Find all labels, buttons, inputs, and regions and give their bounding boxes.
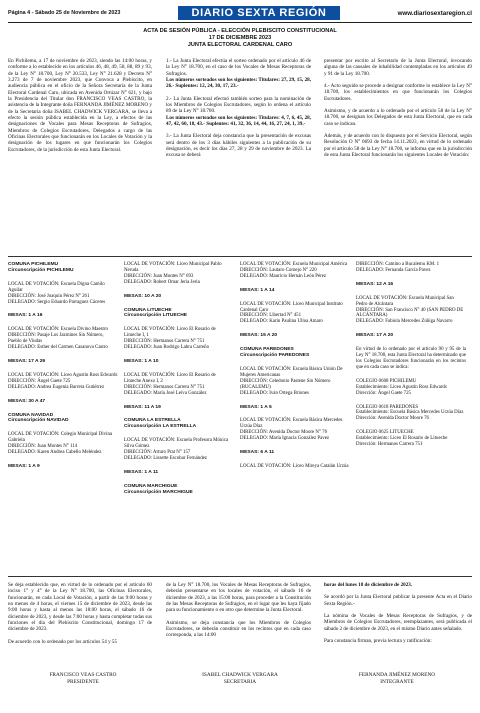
mesas-range: MESAS: 15 A 20	[240, 333, 278, 339]
listing-line: DELEGADO: Mauricio Hernán León Pérez	[240, 273, 327, 279]
listing-line: DIRECCIÓN: Camino a Bucalemu KM. 1	[356, 262, 440, 267]
listing-block	[8, 262, 118, 274]
signature-presidente	[8, 672, 158, 686]
listing-line: DELEGADO: María Ignacia González Pavez	[240, 436, 330, 442]
listing-block	[124, 405, 234, 411]
listing-line: DIRECCIÓN: Pasaje Los Jazmines Sin Número, Pueblo de Viudas	[8, 333, 104, 345]
listing-block	[8, 282, 118, 306]
listing-block	[240, 333, 350, 339]
listing-line: DELEGADO: María José Leiva González	[124, 390, 207, 396]
listing-block	[124, 308, 234, 320]
listing-block	[356, 333, 466, 339]
mesas-range: MESAS: 17 A 29	[8, 358, 46, 364]
listing-line: DIRECCIÓN: José Joaquín Pérez N° 261	[8, 293, 90, 299]
listing-line: DIRECCIÓN: Avenida Doctor Moore N° 76	[240, 430, 328, 436]
listing-block	[8, 464, 118, 470]
header-divider	[8, 22, 472, 23]
listing-line: LOCAL DE VOTACIÓN: Escuela Divino Maestro	[8, 327, 108, 333]
intro-column-2	[166, 58, 311, 165]
mesas-range: MESAS: 12 A 16	[356, 281, 394, 287]
listing-line: LOCAL DE VOTACIÓN: Escuela Básica Unión De Mujeres Americanas	[240, 366, 343, 378]
listing-line: LOCAL DE VOTACIÓN: Escuela Profesora Mónica Silva Gómez	[124, 438, 229, 450]
listing-line: Dirección: Avenida Doctor Moore 76	[356, 416, 429, 422]
excusas-continuacion: presentar por escrito al Secretario de la Junta Electoral, invocando alguna de las causales de inhabilidad contempladas en los artículos 49 y 91 de la Ley 18.700.	[324, 58, 472, 77]
mesas-range: MESAS: 11 A 19	[124, 404, 161, 410]
colegios-designacion: 4.- Acto seguido se procede a designar conforme lo establece la Ley N° 18.700, los establecimientos en que funcionarán los Colegios Escrutadores.	[324, 83, 472, 102]
horas-lunes: horas del lunes 18 de diciembre de 2023.	[324, 582, 413, 588]
mesas-range: MESAS: 6 A 11	[240, 450, 275, 456]
listing-block	[8, 413, 118, 425]
comuna-heading: COMUNA NAVIDAD	[8, 412, 54, 418]
listing-block	[240, 262, 350, 280]
listing-line: En virtud de lo ordenado por el artículo 90 y 95 de la Ley N° 18.700, esta Junta Electoral ha determinado que los Colegios Escrutadores funcionarán en los recintos que en cada caso se indica:	[356, 347, 466, 370]
intro-paragraph: En Pichilemu, a 17 de noviembre de 2023, siendo las 14:00 horas, y conforme a lo establecido en los artículos 46, 48, 49, 58, 88, 89 y 93, de la Ley N° 18.700, Ley N° 20.533, Ley N° 21.628 y Decreto N° 3.273 de 7 de noviembre 2023, que Convoca a Plebiscito, en audiencia pública en el oficio de la Señora Secretaria de la Junta Electoral Cardenal Caro, ubicada en Avenida Ortúzar N° 621, y bajo la Presidencia del Titular don FRANCISCO VEAS CASTRO, la asistencia de la Integrante doña FERNANDA JIMÉNEZ MORENO y de la Secretaria doña ISABEL CHADWICK VERGARA, se lleva a efecto la sesión pública establecida en la Ley, a efectos de las designaciones de Vocales para Mesas Receptoras de Sufragios, Miembros de Colegios Escrutadores, Delegados a cargo de las Oficinas Electorales que funcionarán en los Locales de Votación y la designación de los lugares en que funcionarán los Colegios Escrutadores, de la jurisdicción de esta Junta Electoral.	[8, 58, 152, 153]
mesas-range: MESAS: 1 A 14	[240, 287, 275, 293]
listing-block	[124, 418, 234, 430]
publicacion-acta: Se acordó por la Junta Electoral publicar la presente Acta en el Diario Sexta Región.-	[324, 594, 472, 607]
locales-votacion-intro: Además, y de acuerdo con lo dispuesto por el Servicio Electoral, según Resolución O N° 0693 de fecha 14.11.2023, en virtud de lo ordenado por el artículo 58 de la Ley N° 18.700, se informa que en la jurisdicción de esta Junta Electoral funcionarán los siguientes Locales de Votación:	[324, 133, 472, 159]
listing-line: DELEGADO: Sergio Eduardo Parraguez Cáceres	[8, 299, 106, 305]
listing-block	[240, 464, 350, 470]
mesas-range: MESAS: 30 A 47	[8, 398, 46, 404]
listing-block	[124, 327, 234, 351]
circunscripcion-heading: Circunscripción PAREDONES	[240, 353, 310, 359]
circunscripcion-heading: Circunscripción LA ESTRELLA	[124, 424, 197, 430]
section-divider	[8, 256, 472, 257]
listing-block	[124, 262, 234, 286]
closing-column-1	[8, 582, 152, 651]
listing-block	[240, 288, 350, 294]
listing-line: DIRECCIÓN: Hermanos Carrera N° 751	[124, 384, 205, 390]
signature-integrante	[322, 672, 472, 686]
listing-line: COLEGIO 0618 PAREDONES	[356, 404, 419, 410]
circunscripcion-heading: Circunscripción MARCHIGUE	[124, 489, 193, 495]
listing-block	[356, 379, 466, 397]
mesas-range: MESAS: 17 A 20	[356, 333, 394, 339]
listing-block	[240, 347, 350, 359]
listing-line: COLEGIO 0608 PICHILEMU	[356, 378, 417, 384]
act-title	[0, 28, 480, 50]
signature-name: FERNANDA JIMÉNEZ MORENO	[358, 672, 436, 678]
listing-block	[124, 373, 234, 397]
listing-block	[124, 484, 234, 496]
listing-line: DIRECCIÓN: Juan Montes N° 693	[124, 273, 194, 279]
listing-block	[8, 373, 118, 391]
listing-block	[240, 367, 350, 397]
listing-line: DIRECCIÓN: Ángel Gaete 725	[8, 378, 71, 384]
listing-line: DELEGADO: Lissette Escobar Fernández	[124, 455, 207, 461]
listing-line: DELEGADO: Fernanda García Pavez	[356, 267, 431, 273]
listing-line: LOCAL DE VOTACIÓN: Escuela Municipal San Pedro de Alcántara	[356, 295, 454, 307]
constitucion-mesas-paragraph: de la Ley N° 18.700, los Vocales de Mesas Receptoras de Sufragios, deberán presentarse en los locales de votación, el sábado 16 de diciembre de 2023, a las 15:00 horas, para proceder a la Constitución de las Mesas Receptoras de Sufragios, en el lugar que les haya fijado para su funcionamiento o en otro que determine la Junta Electoral.	[166, 582, 311, 614]
listing-block	[8, 359, 118, 365]
listing-line: LOCAL DE VOTACIÓN: Liceo Mireya Catalán Urzúa	[240, 463, 349, 469]
signature-role: PRESIDENTE	[67, 679, 99, 685]
listing-line: LOCAL DE VOTACIÓN: Colegio Municipal Divina Gabriela	[8, 432, 113, 444]
sorteo-colegios-numeros: Los números sorteados son los siguientes: Titulares: 4, 7, 6, 45, 28, 47, 42, 60, 18, 43.- Suplentes: 41, 32, 36, 14, 44, 16, 27, 24, 1, 39.-	[166, 114, 311, 128]
comuna-heading: COMUNA LITUECHE	[124, 307, 172, 313]
colegios-constitucion-paragraph: Asimismo, se deja constancia que los Miembros de Colegios Escrutadores, se deberán constituir en los recintos que en cada caso corresponda, a las 14:00	[166, 619, 311, 639]
listing-block	[240, 450, 350, 456]
listing-line: Establecimiento: Escuela Básica Mercedes Urzúa Díaz	[356, 410, 464, 416]
mesas-range: MESAS: 1 A 10	[124, 358, 159, 364]
listing-block	[124, 438, 234, 462]
page-date: Página 4 - Sábado 25 de Noviembre de 2023	[8, 10, 121, 16]
listing-column-1	[8, 262, 118, 478]
listing-line: LOCAL DE VOTACIÓN: Liceo Municipal Instituto Cardenal Caro	[240, 301, 343, 313]
listing-block	[8, 399, 118, 405]
listing-line: LOCAL DE VOTACIÓN: Liceo El Rosario de Litueche I, 1	[124, 327, 216, 339]
listing-block	[240, 405, 350, 411]
comuna-heading: COMUNA MARCHIGUE	[124, 483, 178, 489]
signature-name: ISABEL CHADWICK VERGARA	[202, 672, 278, 678]
vocales-articulos: De acuerdo con lo ordenado por los artículos 54 y 55	[8, 638, 118, 645]
act-title-line1: ACTA DE SESIÓN PÚBLICA - ELECCIÓN PLEBISCITO CONSTITUCIONAL	[143, 28, 337, 34]
listing-line: LOCAL DE VOTACIÓN: Liceo El Rosario de Litueche Anexo I, 2	[124, 372, 216, 384]
act-title-line2: 17 DE DICIEMBRE 2023	[208, 35, 272, 42]
listing-line: DIRECCIÓN: Arturo Prat N° 157	[124, 450, 191, 456]
listing-block	[356, 405, 466, 423]
listing-line: Dirección: Ángel Gaete 725	[356, 390, 411, 396]
listing-line: DELEGADO: Karin Paulina Ulloa Amaro	[240, 319, 323, 325]
listing-line: LOCAL DE VOTACIÓN: Liceo Municipal Pablo Neruda	[124, 262, 222, 273]
listing-line: DELEGADO: Iván Ortega Briones	[240, 390, 309, 396]
circunscripcion-heading: Circunscripción NAVIDAD	[8, 418, 69, 424]
excusas-paragraph: 3.- La Junta Electoral deja constancia que la presentación de excusas será dentro de los 3 días hábiles siguientes a la publicación de su designación, es decir los días 27, 28 y 29 de noviembre de 2023. La excusa se deberá	[166, 133, 311, 159]
sorteo-vocales-numeros: Los números sorteados son los siguientes: Titulares: 27, 29, 15, 28, 26.- Suplentes: 12, 24, 30, 17, 23.-	[166, 77, 311, 90]
closing-column-3	[324, 582, 472, 650]
closing-column-2	[166, 582, 311, 645]
listing-column-2	[124, 262, 234, 504]
mesas-range: MESAS: 1 A 9	[8, 463, 40, 469]
oficinas-electorales-paragraph: Se deja establecido que, en virtud de lo ordenado por el artículo 60 inciso 1° y 4° de la Ley N° 18.700, las Oficinas Electorales, funcionarán, en cada Local de Votación, a partir de las 9:00 horas y no menos de 4 horas, el viernes 15 de diciembre de 2023, desde las 9:00 horas y hasta al menos las 18:00 horas, el sábado 16 de diciembre de 2023, y desde las 7:00 horas y hasta completar todas sus funciones el día del Plebiscito Constitucional, domingo 17 de diciembre de 2023.	[8, 582, 152, 633]
listing-block	[356, 430, 466, 448]
listing-line: DIRECCIÓN: Libertad N° 451	[240, 313, 302, 319]
sorteo-colegios: 2.- La Junta Electoral efectuó también sorteo para la nominación de los Miembros de Colegios Escrutadores, según lo ordena el artículo 89 de la Ley N° 18.700.	[166, 95, 311, 115]
mesas-range: MESAS: 10 A 20	[124, 293, 162, 299]
circunscripcion-heading: Circunscripción PICHILEMU	[8, 267, 74, 273]
constancia-firma: Para constancia firman, previa lectura y ratificación:	[324, 638, 432, 645]
act-title-line3: JUNTA ELECTORAL CARDENAL CARO	[187, 42, 293, 49]
newspaper-url[interactable]: www.diariosextaregion.cl	[397, 9, 472, 17]
listing-block	[8, 313, 118, 319]
listing-block	[8, 327, 118, 351]
comuna-heading: COMUNA LA ESTRELLA	[124, 418, 181, 424]
listing-line: Establecimiento: Liceo El Rosario de Litueche	[356, 436, 448, 442]
section-divider	[8, 576, 472, 577]
listing-line: LOCAL DE VOTACIÓN: Escuela Digna Camilo Aguilar	[8, 281, 105, 293]
mesas-range: MESAS: 1 A 5	[240, 404, 272, 410]
listing-line: LOCAL DE VOTACIÓN: Escuela Básica Mercedes Urzúa Díaz	[240, 418, 343, 430]
listing-line: DIRECCIÓN: Hermanos Carrera N° 751	[124, 339, 205, 345]
listing-block	[356, 262, 466, 274]
listing-column-3	[240, 262, 350, 478]
listing-line: DELEGADO: Esther del Carmen Casanova Castro	[8, 345, 108, 351]
listing-line: DIRECCIÓN: Celedonio Pastene Sin Número (BUCALEMU)	[240, 378, 331, 390]
circunscripcion-heading: Circunscripción LITUECHE	[124, 313, 188, 319]
signature-secretaria	[165, 672, 315, 686]
listing-block	[240, 302, 350, 326]
nomina-reemplazantes: La nómina de Vocales de Mesas Receptoras de Sufragios, y de Miembros de Colegios Escrutadores, reemplazantes, será publicada el sábado 2 de diciembre de 2023, en el mismo Diario antes señalado.	[324, 613, 472, 632]
listing-line: Establecimiento: Liceo Agustín Ross Edwards	[356, 384, 447, 390]
listing-line: DELEGADO: Fabiola Mercedes Zúñiga Navarro	[356, 319, 453, 325]
listing-line: DELEGADO: Juan Rodrigo Labra Carreño	[124, 345, 210, 351]
locales-listing	[0, 262, 480, 572]
signature-role: SECRETARIA	[223, 679, 257, 685]
listing-block	[124, 470, 234, 476]
sorteo-vocales: 1.- La Junta Electoral efectúa el sorteo ordenado por el artículo 46 de la Ley N° 18.700, en el caso de los Vocales de Mesas Receptoras de Sufragios.	[166, 58, 311, 77]
listing-block	[8, 432, 118, 456]
listing-line: DELEGADO: Andrea Eugenia Barrera Gutiérrez	[8, 384, 105, 390]
listing-block	[356, 282, 466, 288]
listing-line: DELEGADO: Karen Andrea Cabello Meléndez	[8, 450, 102, 456]
listing-block	[356, 347, 466, 371]
intro-column-3	[324, 58, 472, 164]
delegados-designacion: Asimismo, y de acuerdo a lo ordenado por el artículo 58 de la Ley N° 18.700, se designan los Delegados de esta Junta Electoral, que en cada caso se indican.	[324, 108, 472, 127]
listing-block	[356, 296, 466, 326]
listing-line: DIRECCIÓN: San Francisco N° 40 (SAN PEDRO DE ALCÁNTARA)	[356, 307, 464, 319]
listing-line: Dirección: Hermanos Carrera 751	[356, 442, 423, 448]
listing-line: LOCAL DE VOTACIÓN: Escuela Municipal América	[240, 262, 348, 267]
intro-column-1	[8, 58, 152, 159]
listing-block	[124, 359, 234, 365]
listing-line: LOCAL DE VOTACIÓN: Liceo Agustín Ross Edwards	[8, 372, 118, 378]
listing-column-4	[356, 262, 466, 456]
newspaper-brand: DIARIO SEXTA REGIÓN	[178, 6, 341, 20]
mesas-range: MESAS: 1 A 11	[124, 469, 159, 475]
comuna-heading: COMUNA PICHILEMU	[8, 262, 59, 267]
signature-role: INTEGRANTE	[380, 679, 414, 685]
comuna-heading: COMUNA PAREDONES	[240, 347, 294, 353]
page-header	[8, 6, 472, 20]
listing-line: DIRECCIÓN: Juan Montes N° 114	[8, 444, 78, 450]
mesas-range: MESAS: 1 A 16	[8, 313, 43, 319]
listing-block	[240, 418, 350, 442]
listing-line: COLEGIO 0625 LITUECHE	[356, 430, 414, 436]
listing-line: DIRECCIÓN: Lautaro Cornejo N° 220	[240, 267, 317, 273]
listing-block	[124, 294, 234, 300]
signature-name: FRANCISCO VEAS CASTRO	[49, 672, 117, 678]
listing-line: DELEGADO: Robert Omar Jeria Jeria	[124, 279, 200, 285]
